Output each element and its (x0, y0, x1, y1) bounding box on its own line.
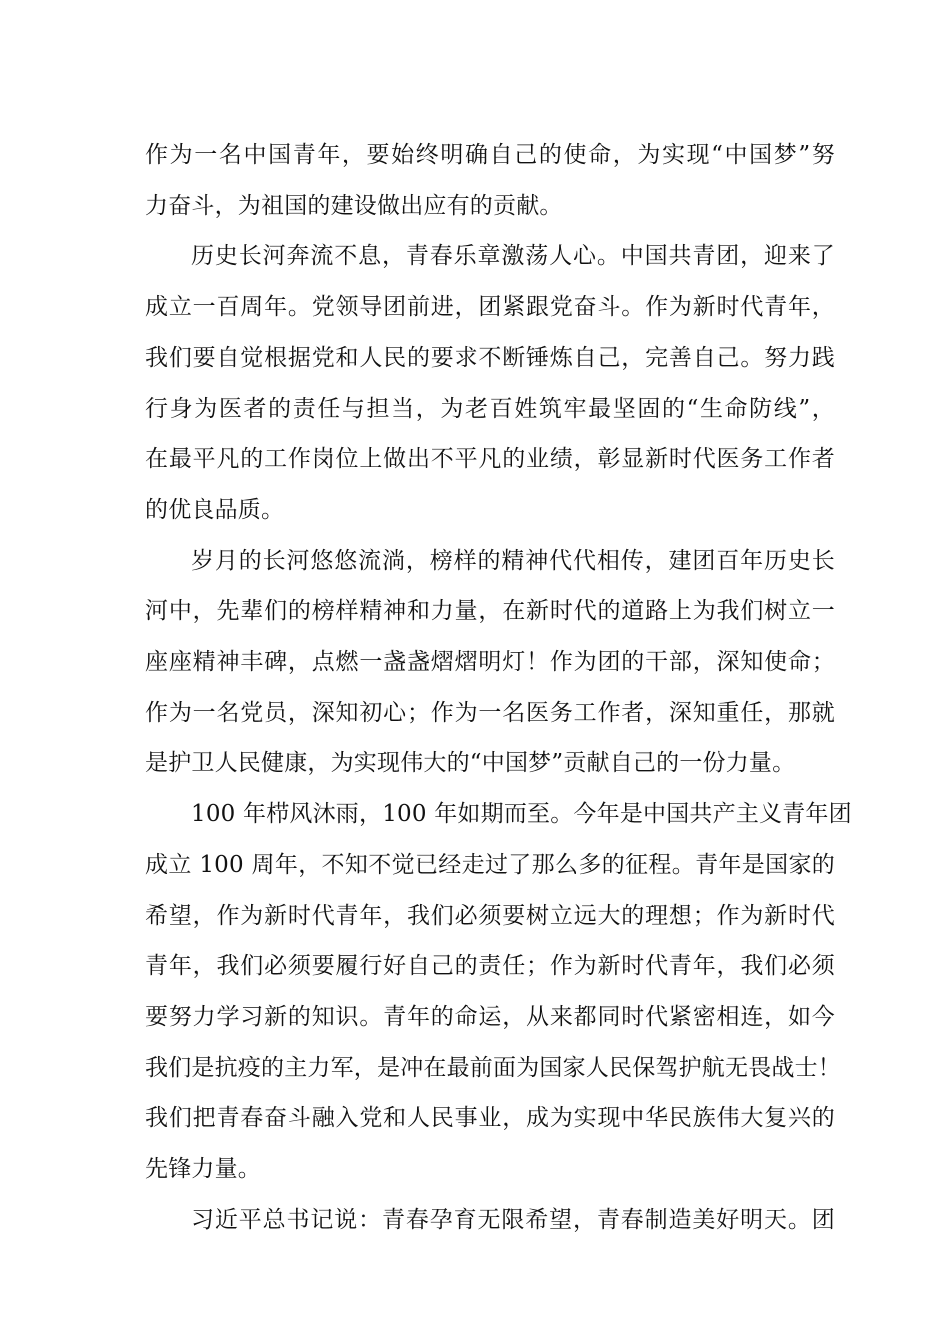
paragraph-line: 希望，作为新时代青年，我们必须要树立远大的理想；作为新时代 (145, 902, 835, 929)
paragraph-line: 作为一名党员，深知初心；作为一名医务工作者，深知重任，那就 (145, 699, 835, 726)
paragraph-line: 是护卫人民健康，为实现伟大的“中国梦”贡献自己的一份力量。 (145, 750, 796, 777)
paragraph-line: 成立一百周年。党领导团前进，团紧跟党奋斗。作为新时代青年， (145, 294, 835, 321)
paragraph-line: 成立 100 周年，不知不觉已经走过了那么多的征程。青年是国家的 (145, 851, 835, 878)
paragraph-line: 100 年栉风沐雨，100 年如期而至。今年是中国共产主义青年团 (191, 801, 852, 828)
paragraph-line: 我们要自觉根据党和人民的要求不断锤炼自己，完善自己。努力践 (145, 344, 835, 371)
paragraph-line: 习近平总书记说：青春孕育无限希望，青春制造美好明天。团 (191, 1206, 835, 1233)
paragraph (145, 789, 852, 1195)
paragraph-line: 我们把青春奋斗融入党和人民事业，成为实现中华民族伟大复兴的 (145, 1105, 835, 1132)
paragraph-line: 河中，先辈们的榜样精神和力量，在新时代的道路上为我们树立一 (145, 598, 835, 625)
paragraph-line: 要努力学习新的知识。青年的命运，从来都同时代紧密相连，如今 (145, 1003, 835, 1030)
paragraph (145, 1195, 835, 1246)
paragraph-line: 岁月的长河悠悠流淌，榜样的精神代代相传，建团百年历史长 (191, 547, 835, 574)
paragraph-line: 作为一名中国青年，要始终明确自己的使命，为实现“中国梦”努 (145, 142, 835, 168)
paragraph (145, 536, 835, 790)
paragraph-line: 力奋斗，为祖国的建设做出应有的贡献。 (145, 192, 563, 219)
paragraph-line: 的优良品质。 (145, 496, 285, 523)
paragraph-line: 先锋力量。 (145, 1156, 261, 1183)
paragraph (145, 130, 835, 231)
document-body (145, 130, 852, 1245)
paragraph-line: 历史长河奔流不息，青春乐章激荡人心。中国共青团，迎来了 (191, 243, 835, 270)
paragraph (145, 231, 835, 535)
paragraph-line: 在最平凡的工作岗位上做出不平凡的业绩，彰显新时代医务工作者 (145, 446, 835, 473)
paragraph-line: 行身为医者的责任与担当，为老百姓筑牢最坚固的“生命防线”， (145, 395, 835, 422)
paragraph-line: 我们是抗疫的主力军，是冲在最前面为国家人民保驾护航无畏战士！ (145, 1054, 841, 1081)
paragraph-line: 青年，我们必须要履行好自己的责任；作为新时代青年，我们必须 (145, 953, 835, 980)
paragraph-line: 座座精神丰碑，点燃一盏盏熠熠明灯！作为团的干部，深知使命； (145, 649, 835, 676)
